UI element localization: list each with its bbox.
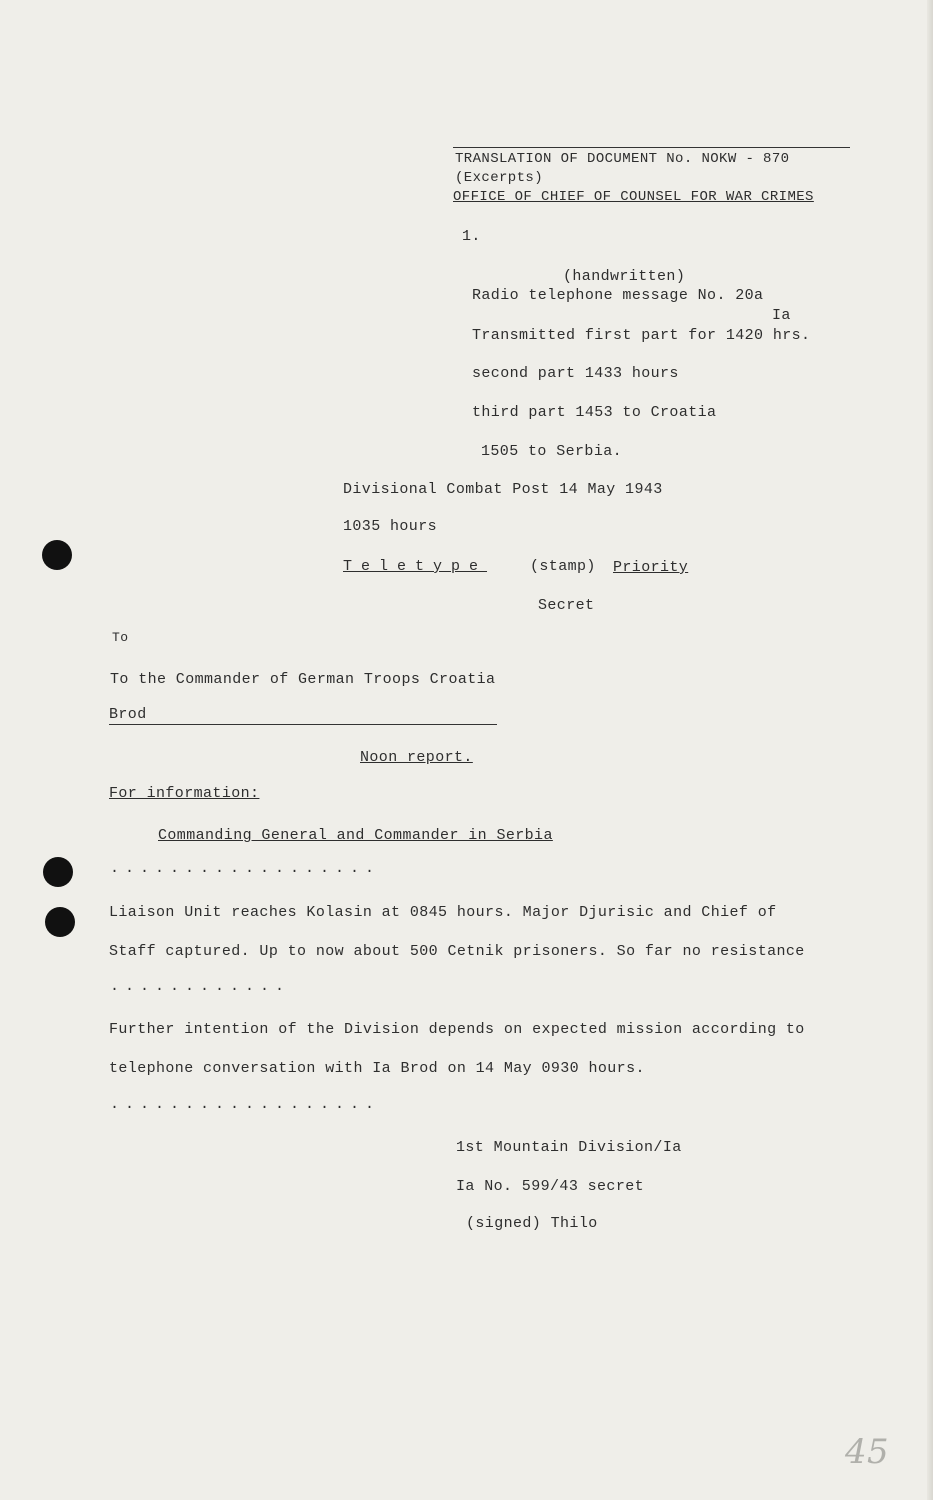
excerpts-line: (Excerpts) [455, 170, 544, 186]
third-part-line: third part 1453 to Croatia [472, 404, 717, 421]
priority-label: Priority [613, 559, 689, 576]
commander-line: To the Commander of German Troops Croatia [110, 671, 496, 688]
noon-report-heading: Noon report. [360, 749, 473, 766]
ellipsis-row-1: .................. [110, 860, 381, 877]
page-number: 1. [462, 228, 481, 245]
stamp-label: (stamp) [530, 558, 596, 575]
commanding-general-line: Commanding General and Commander in Serbia [158, 827, 553, 844]
serbia-line: 1505 to Serbia. [481, 443, 623, 460]
office-line: OFFICE OF CHIEF OF COUNSEL FOR WAR CRIMES [453, 189, 814, 205]
second-part-line: second part 1433 hours [472, 365, 679, 382]
liaison-line-1: Liaison Unit reaches Kolasin at 0845 hours. Major Djurisic and Chief of [109, 904, 777, 921]
translation-line: TRANSLATION OF DOCUMENT No. NOKW - 870 [455, 151, 790, 167]
teletype-label: Teletype [343, 558, 488, 575]
brod-label: Brod [109, 706, 147, 723]
secret-label: Secret [538, 597, 595, 614]
punch-hole-bottom [45, 907, 75, 937]
division-signature: 1st Mountain Division/Ia [456, 1139, 682, 1156]
ellipsis-row-3: .................. [110, 1096, 381, 1113]
punch-hole-middle [43, 857, 73, 887]
header-top-rule [453, 147, 850, 148]
radio-message-line: Radio telephone message No. 20a [472, 287, 764, 304]
divisional-post-line: Divisional Combat Post 14 May 1943 [343, 481, 663, 498]
ia-mark: Ia [772, 307, 791, 324]
margin-page-number: 45 [845, 1432, 890, 1472]
hours-line: 1035 hours [343, 518, 438, 535]
brod-underline [109, 724, 497, 725]
further-line-1: Further intention of the Division depends on expected mission according to [109, 1021, 805, 1038]
liaison-line-2: Staff captured. Up to now about 500 Cetnik prisoners. So far no resistance [109, 943, 805, 960]
to-label: To [112, 630, 129, 645]
ellipsis-row-2: ............ [110, 978, 291, 995]
first-part-line: Transmitted first part for 1420 hrs. [472, 327, 811, 344]
further-line-2: telephone conversation with Ia Brod on 14 May 0930 hours. [109, 1060, 645, 1077]
document-number: Ia No. 599/43 secret [456, 1178, 645, 1195]
page-edge-shadow [927, 0, 933, 1500]
signed-line: (signed) Thilo [466, 1215, 598, 1232]
punch-hole-top [42, 540, 72, 570]
handwritten-note: (handwritten) [563, 268, 686, 285]
for-information-label: For information: [109, 785, 260, 802]
